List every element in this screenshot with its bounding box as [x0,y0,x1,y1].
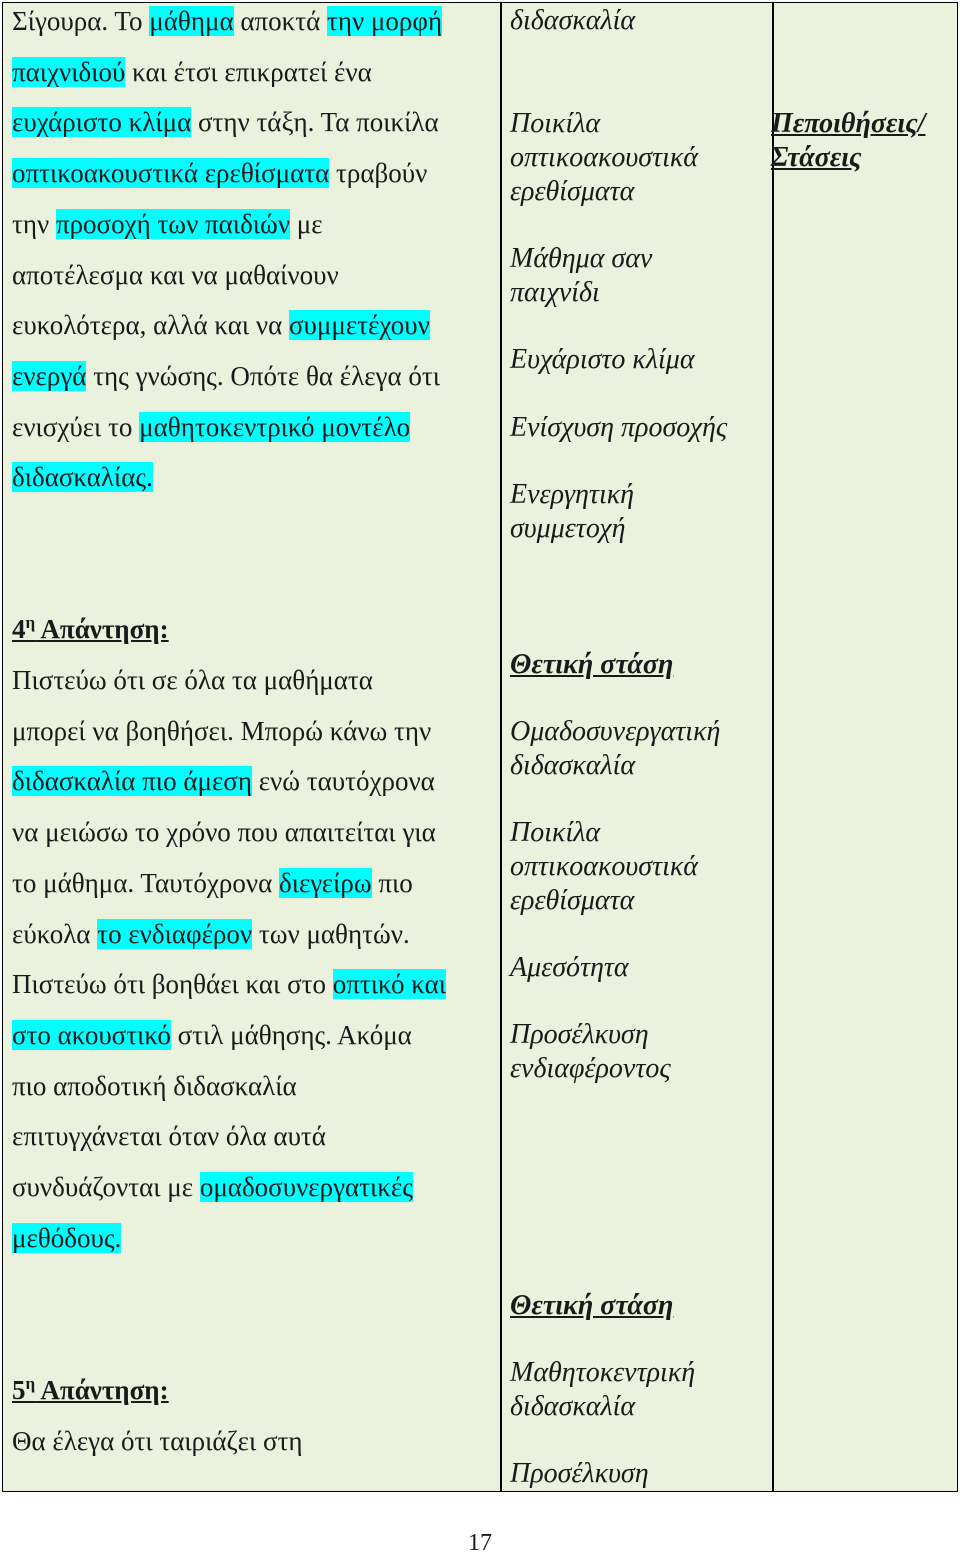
code-text: Ομαδοσυνεργατική [510,716,721,747]
code-text: Ενεργητική [510,479,635,510]
response-line [12,4,442,38]
response-line [12,663,373,697]
text-segment: επιτυγχάνεται όταν όλα αυτά [12,1121,326,1152]
attitude-label: Θετική στάση [510,649,674,680]
answer-label: Απάντηση: [35,614,169,644]
answer-5-heading [12,1373,169,1407]
text-segment: με [290,208,323,239]
text-segment: ευκολότερα, αλλά και να [12,310,289,341]
response-line [12,1424,303,1458]
code-text: ερεθίσματα [510,885,635,916]
text-segment: Θα έλεγα ότι ταιριάζει στη [12,1426,303,1456]
highlighted-text: ενεργά [12,360,87,391]
highlighted-text: μαθητοκεντρικό μοντέλο [139,411,411,442]
response-line [12,55,372,89]
answer-ordinal: η [25,613,36,632]
response-line [12,410,410,444]
code-text: Ενίσχυση προσοχής [510,412,728,443]
answer-number: 4 [12,614,26,644]
text-segment: Πιστεύω ότι σε όλα τα μαθήματα [12,665,373,695]
column-divider-1 [500,3,502,1491]
text-segment: αποκτά [233,6,327,36]
text-segment: των μαθητών. [252,918,410,949]
answer-number: 5 [12,1375,26,1405]
text-segment: και έτσι επικρατεί ένα [125,56,372,87]
highlighted-text: συμμετέχουν [288,310,430,341]
text-segment: εύκολα [12,918,98,949]
code-text: Μάθημα σαν [510,243,653,274]
response-line [12,1018,412,1052]
highlighted-text: οπτικοακουστικά ερεθίσματα [12,158,330,189]
highlighted-text: στο ακουστικό [12,1019,171,1050]
text-segment: πιο [371,867,413,898]
response-line [12,1069,297,1103]
response-line [12,714,431,748]
highlighted-text: προσοχή των παιδιών [55,208,291,239]
code-text: διδασκαλία [510,1391,636,1422]
response-line [12,359,440,393]
category-title-line1: Πεποιθήσεις/ [771,108,926,139]
highlighted-text: ευχάριστο κλίμα [12,107,192,138]
highlighted-text: παιχνιδιού [12,56,126,87]
highlighted-text: ομαδοσυνεργατικές [199,1172,413,1202]
response-line [12,967,446,1001]
code-text: παιχνίδι [510,277,600,308]
code-text: Προσέλκυση [510,1458,649,1489]
code-text: ενδιαφέροντος [510,1053,671,1084]
text-segment: ενισχύει το [12,411,140,442]
code-text: οπτικοακουστικά [510,851,699,882]
response-line [12,866,413,900]
response-line [12,1170,413,1204]
code-text: Ποικίλα [510,108,601,139]
attitude-label: Θετική στάση [510,1290,674,1321]
highlighted-text: διδασκαλίας. [12,462,153,493]
text-segment: πιο αποδοτική διδασκαλία [12,1070,297,1101]
response-line [12,815,436,849]
highlighted-text: μάθημα [149,6,234,36]
text-segment: Σίγουρα. Το [12,6,150,36]
code-text: Προσέλκυση [510,1019,649,1050]
category-title-line2: Στάσεις [771,142,862,173]
response-line [12,308,430,342]
response-line [12,207,323,241]
code-text: Αμεσότητα [510,952,629,983]
text-segment: Πιστεύω ότι βοηθάει και στο [12,969,333,1000]
text-segment: μπορεί να βοηθήσει. Μπορώ κάνω την [12,715,432,746]
highlighted-text: οπτικό και [332,969,447,1000]
text-segment: να μειώσω το χρόνο που απαιτείται για [12,817,436,848]
highlighted-text: διεγείρω [278,867,372,898]
response-line [12,1119,326,1153]
text-segment: της γνώσης. Οπότε θα έλεγα ότι [86,360,440,391]
code-text: διδασκαλία [510,5,636,36]
highlighted-text: την μορφή [326,6,443,36]
response-line [12,917,410,951]
response-line [12,1221,121,1255]
text-segment: στην τάξη. Τα ποικίλα [191,107,439,138]
response-line [12,460,153,494]
text-segment: το μάθημα. Ταυτόχρονα [12,867,279,898]
text-segment: την [12,208,56,239]
code-text: συμμετοχή [510,513,626,544]
highlighted-text: το ενδιαφέρον [97,918,253,949]
answer-label: Απάντηση: [35,1375,169,1405]
text-segment: συνδυάζονται με [12,1172,200,1202]
text-segment: στιλ μάθησης. Ακόμα [170,1019,412,1050]
text-segment: ενώ ταυτόχρονα [251,766,435,797]
column-divider-2 [772,3,774,1491]
highlighted-text: διδασκαλία πιο άμεση [12,766,252,797]
answer-ordinal: η [25,1374,36,1393]
text-segment: αποτέλεσμα και να μαθαίνουν [12,259,339,290]
code-text: διδασκαλία [510,750,636,781]
response-line [12,156,427,190]
code-text: οπτικοακουστικά [510,142,699,173]
highlighted-text: μεθόδους. [12,1222,122,1253]
code-text: Μαθητοκεντρική [510,1357,696,1388]
code-text: Ευχάριστο κλίμα [510,344,695,375]
response-line [12,105,439,139]
code-text: ερεθίσματα [510,176,635,207]
page-number: 17 [468,1530,492,1556]
code-text: Ποικίλα [510,817,601,848]
answer-4-heading [12,612,169,646]
text-segment: τραβούν [329,158,428,189]
response-line [12,764,435,798]
response-line [12,258,339,292]
